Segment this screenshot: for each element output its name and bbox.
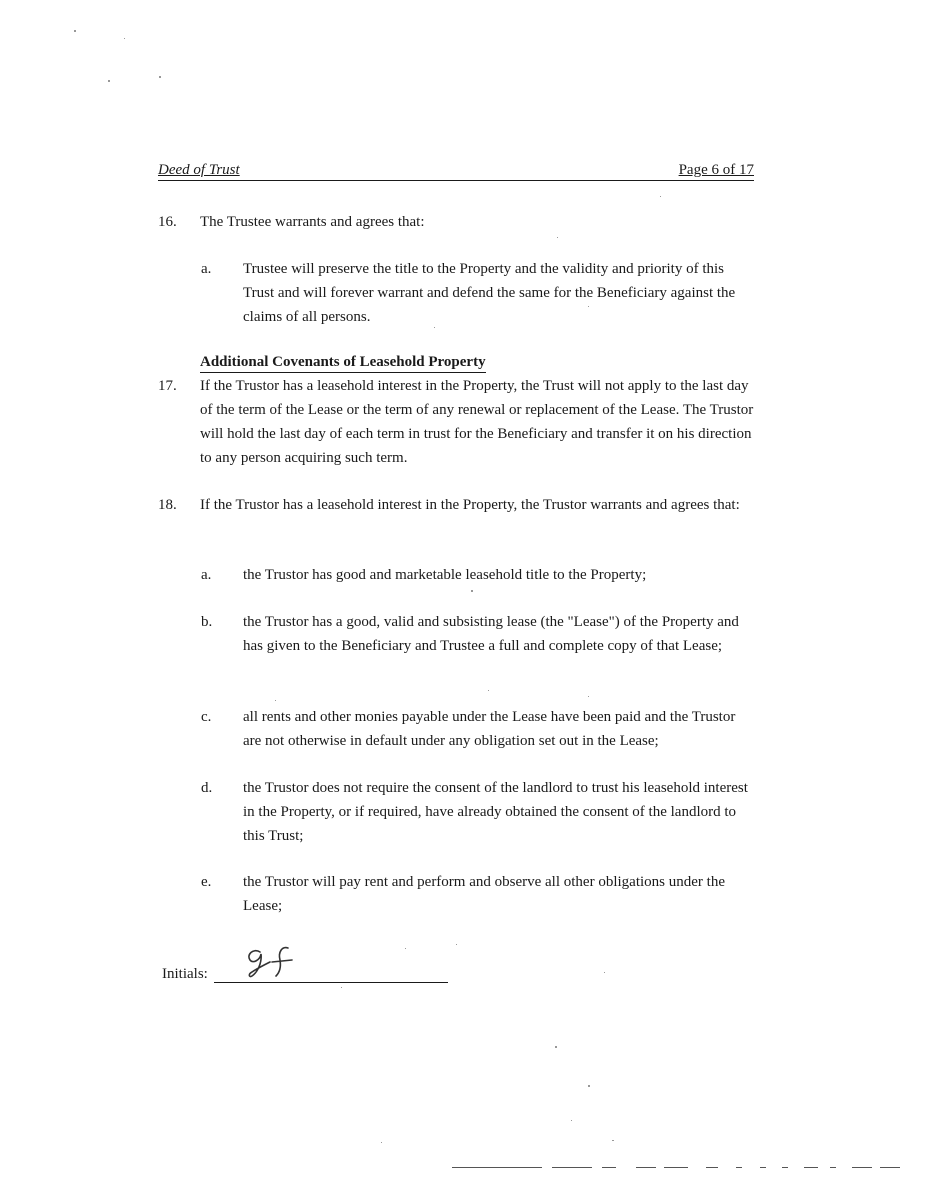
section-18-item-a-letter: a. [201,567,212,583]
page-header [158,160,754,181]
scan-artifact-dash [636,1167,656,1168]
section-18-item-d-letter: d. [201,780,213,796]
document-title: Deed of Trust [158,162,240,178]
section-18-item-e-text: the Trustor will pay rent and perform and observe all other obligations under the Lease; [243,874,725,914]
section-16-number: 16. [158,214,177,230]
section-18-item-d-text: the Trustor does not require the consent of the landlord to trust his leasehold interest in the Property, or if required, have already obtained the consent of the landlord to this Trust; [243,780,748,844]
scan-speck [555,1046,557,1048]
scan-speck [588,306,589,307]
scan-artifact-dash [782,1167,788,1168]
section-18-item-b-text: the Trustor has a good, valid and subsisting lease (the "Lease") of the Property and has given to the Beneficiary and Trustee a full and complete copy of that Lease; [243,614,739,654]
scan-speck [108,80,110,82]
scan-speck [660,196,661,197]
scan-speck [588,696,589,697]
scan-speck [159,76,161,78]
scan-speck [612,1140,614,1141]
initials-label: Initials: [162,966,208,982]
scan-speck [604,972,605,973]
scan-artifact-dash [804,1167,818,1168]
scan-artifact-dash [552,1167,592,1168]
scan-speck [471,590,473,592]
scan-speck [381,1142,382,1143]
initials-line [214,982,448,983]
scan-speck [434,327,435,328]
scan-speck [74,30,76,32]
scan-artifact-dash [830,1167,836,1168]
scan-artifact-dash [736,1167,742,1168]
section-16-text: The Trustee warrants and agrees that: [200,214,425,230]
scan-speck [456,944,457,945]
scan-artifact-dash [452,1167,542,1168]
section-18-item-c-letter: c. [201,709,212,725]
scan-artifact-dash [852,1167,872,1168]
scan-speck [341,987,342,988]
scan-artifact-dash [664,1167,688,1168]
section-18-item-b-letter: b. [201,614,213,630]
scan-speck [488,690,489,691]
section-16-item-a-letter: a. [201,261,212,277]
leasehold-covenants-heading: Additional Covenants of Leasehold Property [200,352,486,373]
scan-artifact-dash [760,1167,766,1168]
section-18-text: If the Trustor has a leasehold interest in the Property, the Trustor warrants and agrees that: [200,497,740,513]
section-18-item-e-letter: e. [201,874,212,890]
scan-speck [571,1120,572,1121]
scan-artifact-dash [880,1167,900,1168]
section-18-item-c-text: all rents and other monies payable under the Lease have been paid and the Trustor are not otherwise in default under any obligation set out in the Lease; [243,709,736,749]
scan-speck [557,237,558,238]
scan-artifact-dash [602,1167,616,1168]
section-16-item-a-text: Trustee will preserve the title to the Property and the validity and priority of this Trust and will forever warrant and defend the same for the Beneficiary against the claims of all persons. [243,261,736,325]
section-18-number: 18. [158,497,177,513]
page-number: Page 6 of 17 [678,162,754,178]
section-17-text: If the Trustor has a leasehold interest in the Property, the Trust will not apply to the last day of the term of the Lease or the term of any renewal or replacement of the Lease. The Trustor will hold the last day of each term in trust for the Beneficiary and transfer it on his direction to any person acquiring such term. [200,378,754,466]
scan-speck [275,700,276,701]
scan-speck [588,1085,590,1087]
initials-signature [244,944,304,980]
scan-speck [124,38,125,39]
section-18-item-a-text: the Trustor has good and marketable leasehold title to the Property; [243,567,647,583]
section-17-number: 17. [158,378,177,394]
scan-artifact-dash [706,1167,718,1168]
scan-speck [405,948,406,949]
